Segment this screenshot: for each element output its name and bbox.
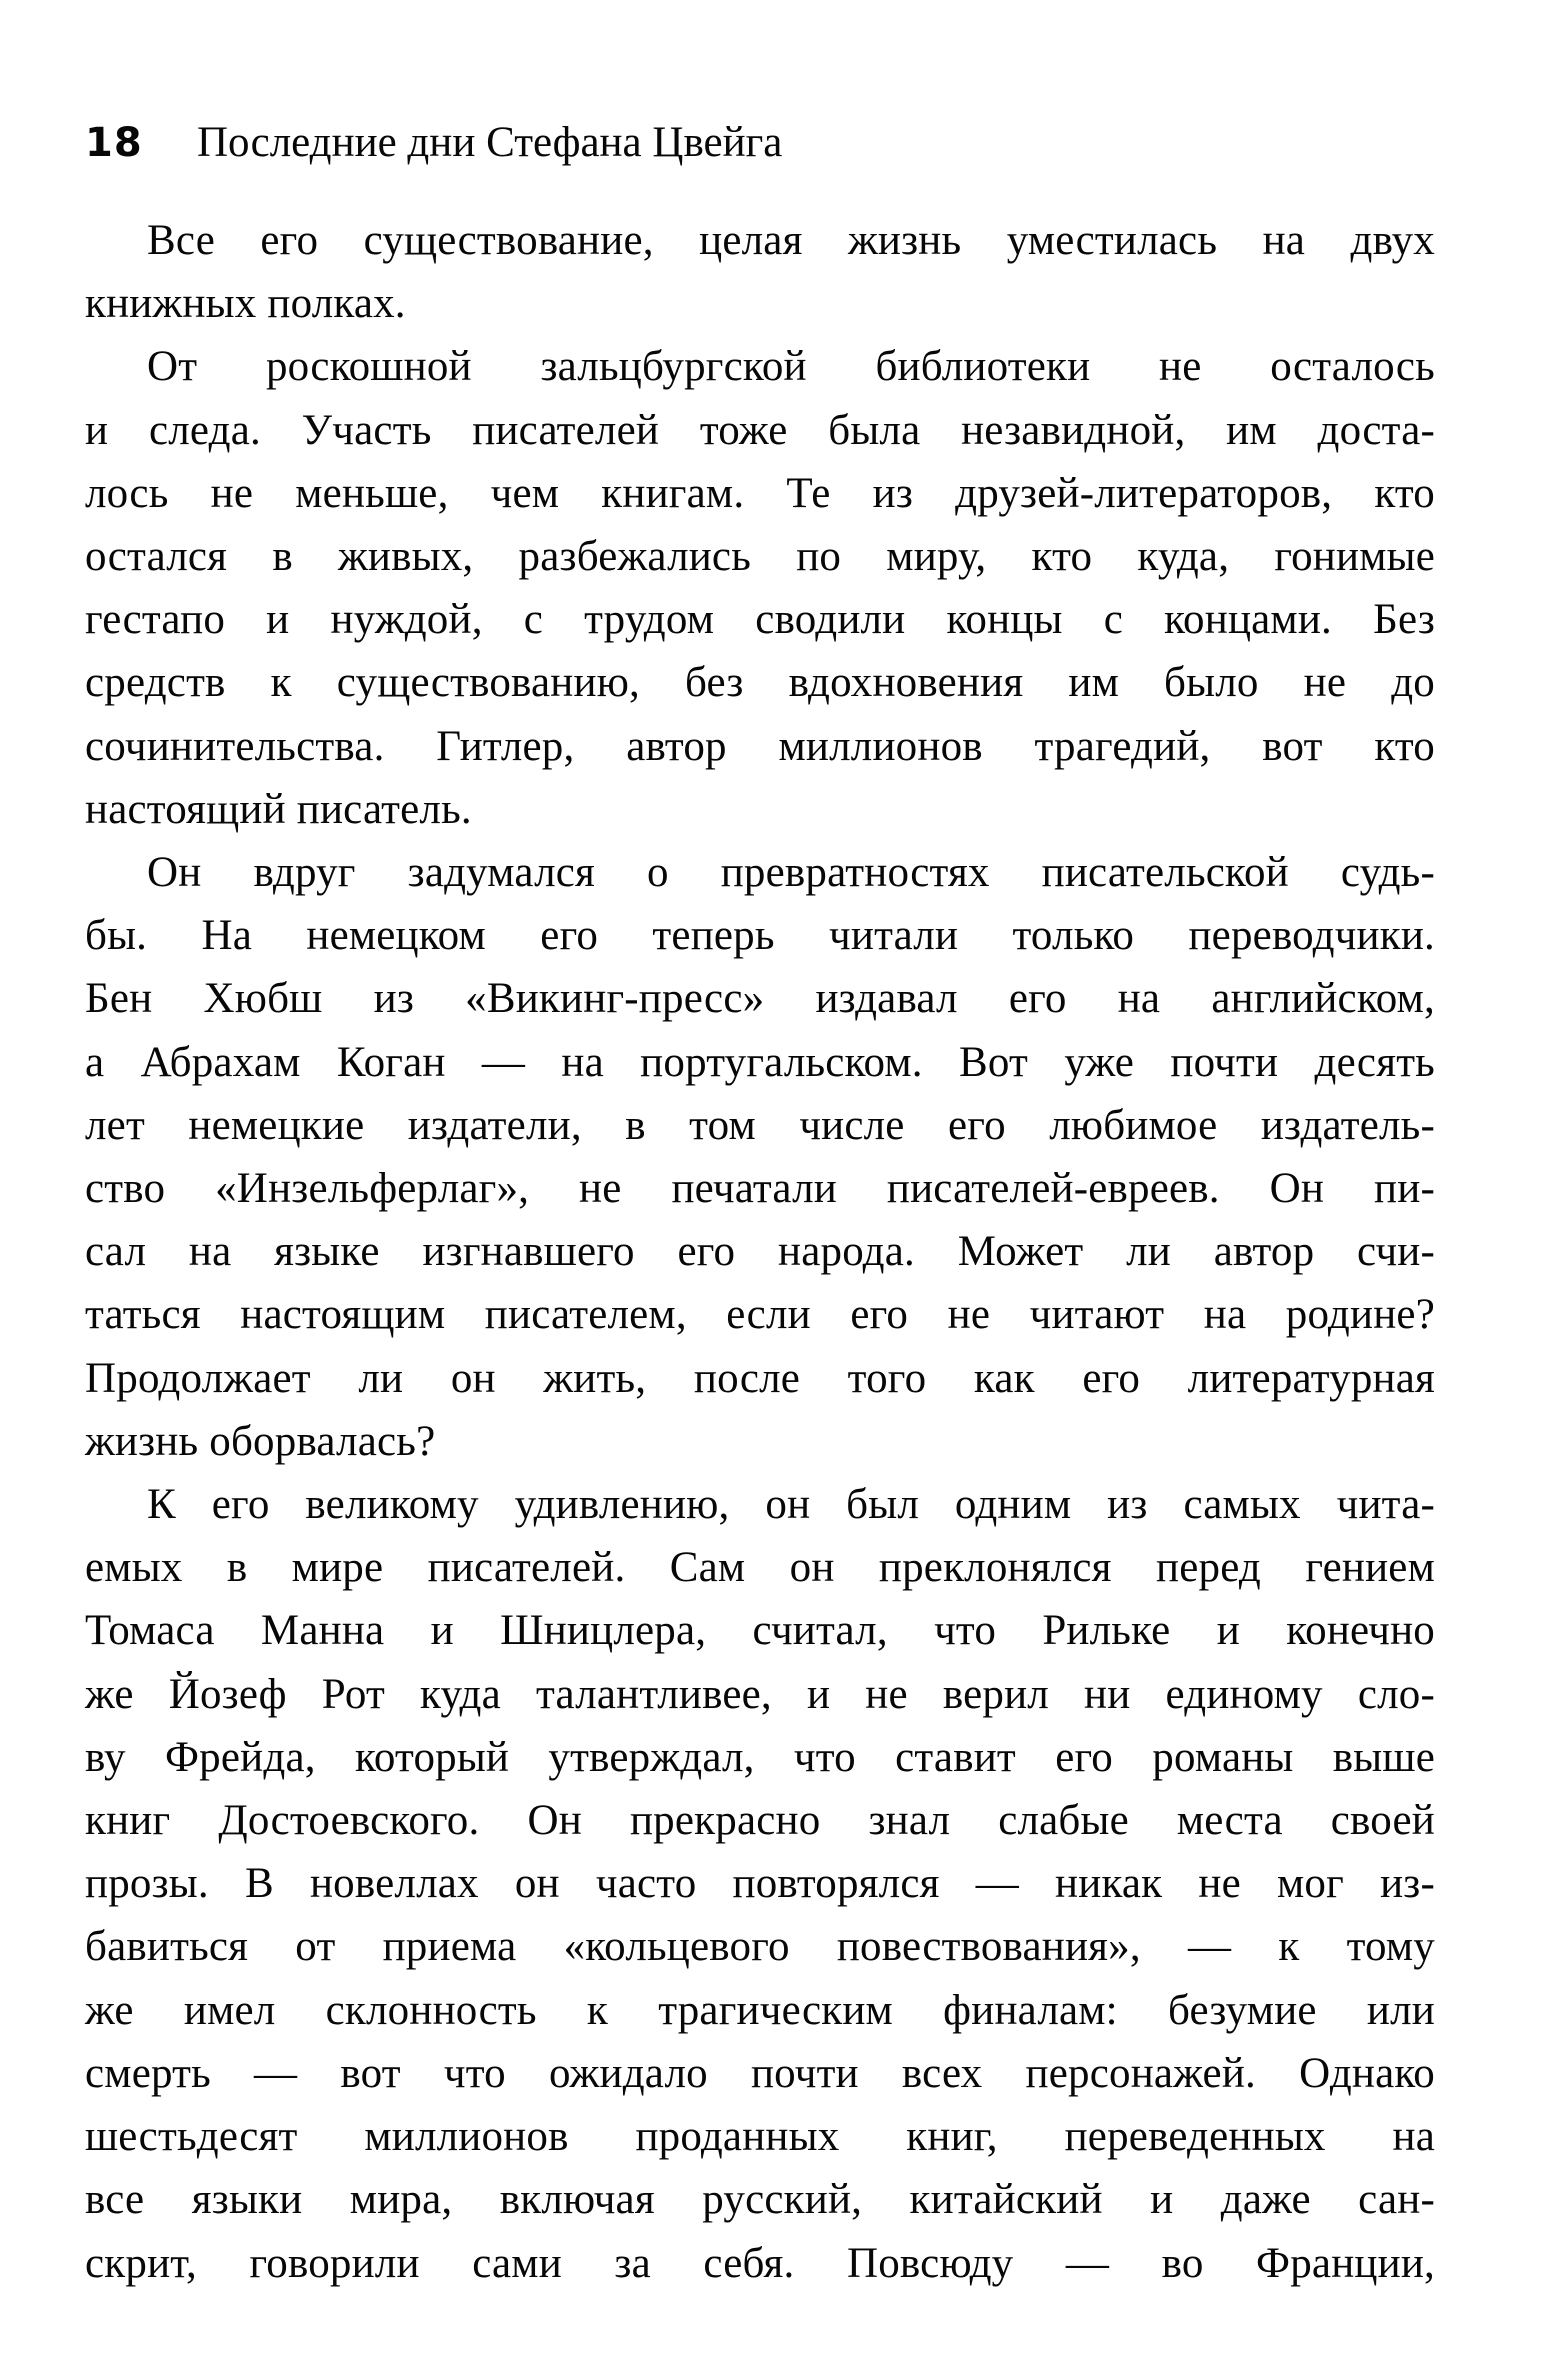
text-line: смерть — вот что ожидало почти всех персонажей. Однако: [85, 2049, 1435, 2097]
text-line: и следа. Участь писателей тоже была незавидной, им доста-: [85, 406, 1435, 454]
text-line: Все его существование, целая жизнь уместилась на двух: [147, 217, 1435, 264]
text-line: От роскошной зальцбургской библиотеки не осталось: [147, 343, 1435, 391]
text-line: ву Фрейда, который утверждал, что ставит его романы выше: [85, 1733, 1435, 1781]
text-line: гестапо и нуждой, с трудом сводили концы с концами. Без: [85, 596, 1435, 644]
text-line: остался в живых, разбежались по миру, кто куда, гонимые: [85, 533, 1435, 581]
text-line: настоящий писатель.: [85, 785, 472, 833]
text-line: книжных полках.: [85, 280, 406, 328]
text-line: сочинительства. Гитлер, автор миллионов трагедий, вот кто: [85, 722, 1435, 770]
text-line: шестьдесят миллионов проданных книг, переведенных на: [85, 2113, 1435, 2161]
text-line: таться настоящим писателем, если его не читают на родине?: [85, 1291, 1435, 1339]
text-line: средств к существованию, без вдохновения им было не до: [85, 659, 1435, 707]
page-body: [85, 209, 1435, 2295]
text-line: же имел склонность к трагическим финалам: безумие или: [85, 1986, 1435, 2034]
text-line: К его великому удивлению, он был одним из самых чита-: [147, 1481, 1435, 1529]
text-line: книг Достоевского. Он прекрасно знал слабые места своей: [85, 1797, 1435, 1845]
text-line: все языки мира, включая русский, китайский и даже сан-: [85, 2176, 1435, 2224]
text-line: Бен Хюбш из «Викинг-пресс» издавал его на английском,: [85, 975, 1435, 1023]
text-line: скрит, говорили сами за себя. Повсюду — во Франции,: [85, 2239, 1435, 2287]
text-line: бавиться от приема «кольцевого повествования», — к тому: [85, 1923, 1435, 1971]
text-line: прозы. В новеллах он часто повторялся — никак не мог из-: [85, 1860, 1435, 1908]
text-line: ство «Инзельферлаг», не печатали писателей-евреев. Он пи-: [85, 1165, 1435, 1213]
text-line: лось не меньше, чем книгам. Те из друзей-литераторов, кто: [85, 469, 1435, 517]
page-number: 18: [85, 120, 143, 166]
text-line: емых в мире писателей. Сам он преклонялся перед гением: [85, 1544, 1435, 1592]
text-line: Он вдруг задумался о превратностях писательской судь-: [147, 849, 1435, 897]
text-line: Томаса Манна и Шницлера, считал, что Рильке и конечно: [85, 1607, 1435, 1655]
text-line: а Абрахам Коган — на португальском. Вот уже почти десять: [85, 1038, 1435, 1086]
text-line: жизнь оборвалась?: [85, 1417, 436, 1465]
page-header: [85, 117, 1435, 169]
running-title: Последние дни Стефана Цвейга: [197, 119, 783, 166]
text-line: сал на языке изгнавшего его народа. Может ли автор счи-: [85, 1228, 1435, 1276]
text-line: же Йозеф Рот куда талантливее, и не верил ни единому сло-: [85, 1670, 1435, 1718]
text-line: Продолжает ли он жить, после того как его литературная: [85, 1354, 1435, 1402]
text-line: бы. На немецком его теперь читали только переводчики.: [85, 912, 1435, 960]
text-line: лет немецкие издатели, в том числе его любимое издатель-: [85, 1101, 1435, 1149]
